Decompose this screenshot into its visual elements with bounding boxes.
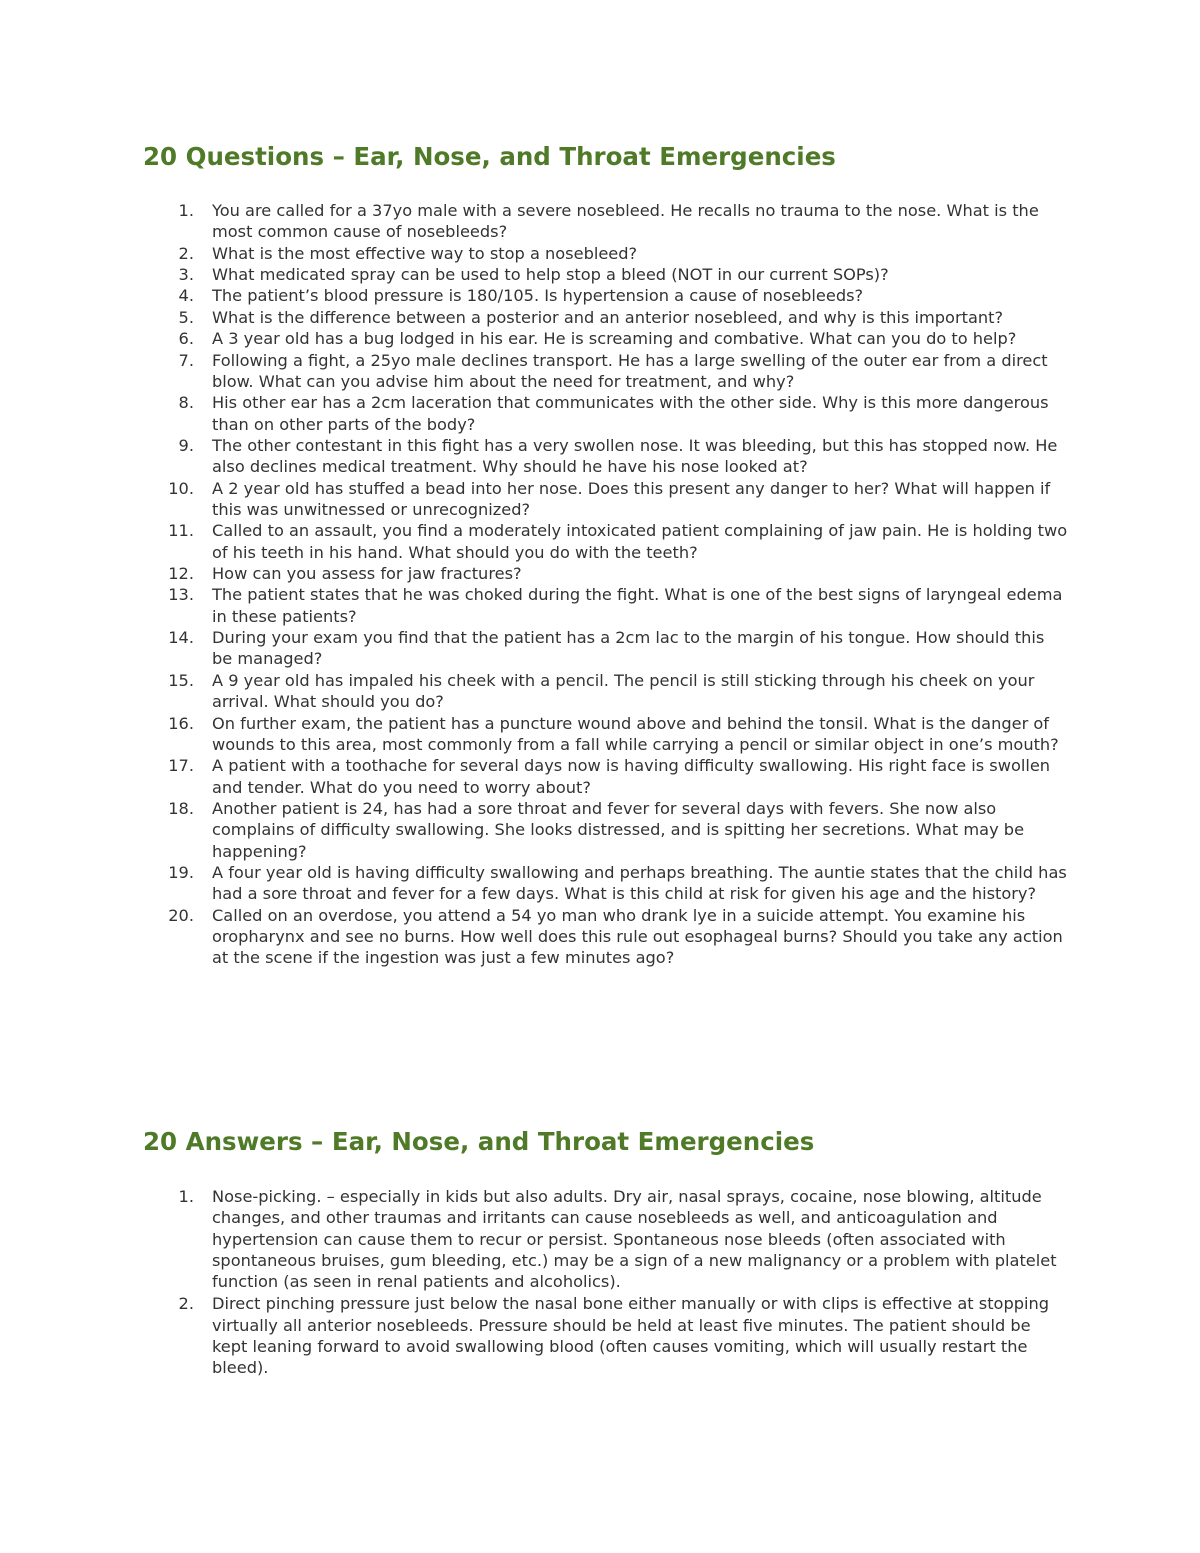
question-item-number: 16. — [168, 713, 194, 733]
answer-item-text: Direct pinching pressure just below the nasal bone either manually or with clips is effective at stopping virtually all anterior nosebleeds. Pressure should be held at least five minutes. The patient should be kept leaning forward to avoid swallowing blood (often causes vomiting, which will usually restart the bleed). — [212, 1294, 1050, 1378]
question-item-number: 17. — [168, 756, 194, 776]
question-item-text: What medicated spray can be used to help stop a bleed (NOT in our current SOPs)? — [212, 265, 889, 285]
question-item-text: What is the most effective way to stop a nosebleed? — [212, 243, 638, 263]
question-item-number: 8. — [178, 393, 194, 413]
question-item — [0, 862, 1068, 905]
question-item-text: During your exam you find that the patient has a 2cm lac to the margin of his tongue. How should this be managed? — [212, 628, 1045, 669]
question-item — [0, 264, 1068, 285]
question-item-number: 2. — [178, 243, 194, 263]
question-item-text: The other contestant in this fight has a very swollen nose. It was bleeding, but this has stopped now. He also declines medical treatment. Why should he have his nose looked at? — [212, 436, 1058, 477]
question-item-number: 7. — [178, 350, 194, 370]
question-item-text: How can you assess for jaw fractures? — [212, 564, 522, 584]
answers-list — [0, 1186, 1200, 1379]
answer-item-text: Nose-picking. – especially in kids but also adults. Dry air, nasal sprays, cocaine, nose blowing, altitude changes, and other traumas and irritants can cause nosebleeds as well, and anticoagulation and hypertension can cause them to recur or persist. Spontaneous nose bleeds (often associated with spontaneous bruises, gum bleeding, etc.) may be a sign of a new malignancy or a problem with platelet function (as seen in renal patients and alcoholics). — [212, 1187, 1057, 1292]
questions-list — [0, 200, 1200, 969]
question-item — [0, 584, 1068, 627]
question-item-text: The patient’s blood pressure is 180/105. Is hypertension a cause of nosebleeds? — [212, 286, 864, 306]
question-item-number: 4. — [178, 286, 194, 306]
question-item-text: Called on an overdose, you attend a 54 yo man who drank lye in a suicide attempt. You examine his oropharynx and see no burns. How well does this rule out esophageal burns? Should you take any action at the scene if the ingestion was just a few minutes ago? — [212, 905, 1063, 968]
question-item — [0, 755, 1068, 798]
question-item-number: 18. — [168, 798, 194, 818]
question-item-number: 13. — [168, 585, 194, 605]
question-item-number: 11. — [168, 521, 194, 541]
question-item-text: What is the difference between a posterior and an anterior nosebleed, and why is this important? — [212, 307, 1004, 327]
question-item — [0, 563, 1068, 584]
answer-item — [0, 1293, 1068, 1378]
question-item — [0, 713, 1068, 756]
answer-item — [0, 1186, 1068, 1292]
question-item-number: 9. — [178, 436, 194, 456]
question-item — [0, 520, 1068, 563]
question-item-number: 1. — [178, 201, 194, 220]
question-item — [0, 435, 1068, 478]
question-item-text: Following a fight, a 25yo male declines transport. He has a large swelling of the outer ear from a direct blow. What can you advise him about the need for treatment, and why? — [212, 350, 1048, 391]
question-item-text: A patient with a toothache for several days now is having difficulty swallowing. His right face is swollen and tender. What do you need to worry about? — [212, 756, 1051, 797]
question-item-text: The patient states that he was choked during the fight. What is one of the best signs of laryngeal edema in these patients? — [212, 585, 1063, 626]
question-item-text: You are called for a 37yo male with a severe nosebleed. He recalls no trauma to the nose. What is the most common cause of nosebleeds? — [212, 201, 1039, 242]
question-item — [0, 243, 1068, 264]
question-item-text: On further exam, the patient has a puncture wound above and behind the tonsil. What is the danger of wounds to this area, most commonly from a fall while carrying a pencil or similar object in one’s mouth? — [212, 713, 1059, 754]
question-item — [0, 392, 1068, 435]
question-item — [0, 328, 1068, 349]
question-item — [0, 798, 1068, 862]
question-item-number: 19. — [168, 862, 194, 882]
question-item-number: 3. — [178, 265, 194, 285]
question-item — [0, 670, 1068, 713]
question-item-text: A 2 year old has stuffed a bead into her nose. Does this present any danger to her? What will happen if this was unwitnessed or unrecognized? — [212, 478, 1051, 519]
question-item — [0, 627, 1068, 670]
question-item — [0, 200, 1068, 243]
question-item-text: A four year old is having difficulty swallowing and perhaps breathing. The auntie states that the child has had a sore throat and fever for a few days. What is this child at risk for given his age and the history? — [212, 862, 1067, 904]
question-item — [0, 285, 1068, 306]
question-item-text: A 9 year old has impaled his cheek with a pencil. The pencil is still sticking through his cheek on your arrival. What should you do? — [212, 670, 1035, 712]
question-item — [0, 905, 1068, 969]
question-item-text: His other ear has a 2cm laceration that communicates with the other side. Why is this more dangerous than on other parts of the body? — [212, 393, 1049, 434]
question-item-text: A 3 year old has a bug lodged in his ear. He is screaming and combative. What can you do to help? — [212, 329, 1017, 349]
question-item-text: Called to an assault, you find a moderately intoxicated patient complaining of jaw pain. He is holding two of his teeth in his hand. What should you do with the teeth? — [212, 521, 1068, 562]
question-item-number: 5. — [178, 307, 194, 327]
question-item — [0, 350, 1068, 393]
question-item-number: 6. — [178, 329, 194, 349]
question-item — [0, 307, 1068, 328]
answer-item-number: 1. — [178, 1187, 194, 1206]
question-item-number: 12. — [168, 564, 194, 584]
question-item-number: 15. — [168, 670, 194, 690]
question-item-number: 14. — [168, 628, 194, 648]
answers-heading: 20 Answers – Ear, Nose, and Throat Emergencies — [143, 1127, 815, 1156]
answer-item-number: 2. — [178, 1294, 194, 1314]
question-item-number: 20. — [168, 905, 194, 925]
question-item-number: 10. — [168, 478, 194, 498]
question-item-text: Another patient is 24, has had a sore throat and fever for several days with fevers. She now also complains of difficulty swallowing. She looks distressed, and is spitting her secretions. What may be happening? — [212, 798, 1025, 861]
questions-heading: 20 Questions – Ear, Nose, and Throat Emergencies — [143, 142, 836, 171]
question-item — [0, 478, 1068, 521]
